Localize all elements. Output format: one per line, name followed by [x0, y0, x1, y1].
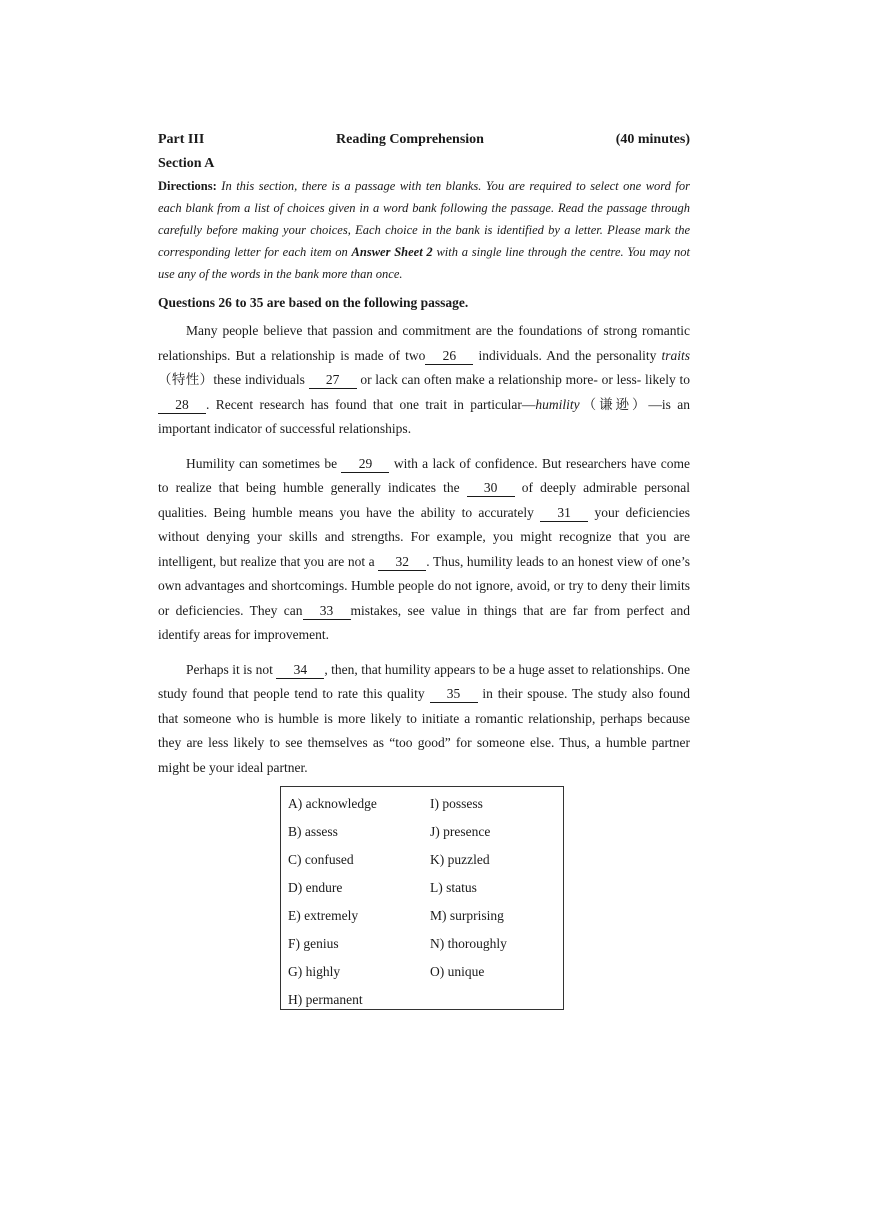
passage-paragraph-1: Many people believe that passion and commitment are the foundations of strong romantic relationships. But a relationship is made of two 26 individuals. And the personality traits（特性）these individuals 27 or lack can often make a relationship more- or less- likely to 28 . Recent research has found that one trait in particular—humility（谦逊）—is an important indicator of successful relationships.	[158, 323, 690, 436]
blank-26: 26	[425, 348, 473, 365]
blank-31: 31	[540, 505, 588, 522]
term-humility: humility	[535, 396, 580, 412]
blank-27: 27	[309, 372, 357, 389]
part-header	[158, 130, 690, 150]
word-bank-item	[430, 986, 560, 1014]
part-title: Reading Comprehension	[336, 132, 484, 147]
passage-paragraph-2: Humility can sometimes be 29 with a lack of confidence. But researchers have come to realize that being humble generally indicates the 30 of deeply admirable personal qualities. Being humble means you have the ability to accurately 31 your deficiencies without denying your skills and strengths. For example, you might recognize that you are intelligent, but realize that you are not a 32 . Thus, humility leads to an honest view of one’s own advantages and shortcomings. Humble people do not ignore, avoid, or try to deny their limits or deficiencies. They can 33 mistakes, see value in things that are far from perfect and identify areas for improvement.	[158, 455, 690, 642]
word-bank-item: N) thoroughly	[430, 936, 507, 951]
blank-35: 35	[430, 686, 478, 703]
word-bank-item: G) highly	[288, 964, 341, 979]
questions-title: Questions 26 to 35 are based on the following passage.	[158, 295, 469, 310]
time-limit: (40 minutes)	[615, 132, 690, 147]
blank-32: 32	[378, 554, 426, 571]
directions-text: In this section, there is a passage with ten blanks. You are required to select one word for each blank from a list of choices given in a word bank following the passage. Read the passage through carefully before making your choices, Each choice in the bank is identified by a letter. Please mark the corresponding letter for each item on	[158, 179, 691, 259]
blank-28: 28	[158, 397, 206, 414]
word-bank-item: A) acknowledge	[288, 796, 377, 811]
word-bank-item: B) assess	[288, 824, 338, 839]
directions	[158, 175, 690, 285]
word-bank-item: E) extremely	[288, 908, 359, 923]
directions-label: Directions:	[158, 179, 217, 193]
section-title: Section A	[158, 156, 215, 171]
word-bank-item: L) status	[430, 880, 477, 895]
blank-34: 34	[276, 662, 324, 679]
term-traits: traits	[661, 347, 690, 363]
blank-33: 33	[303, 603, 351, 620]
word-bank-item: I) possess	[430, 796, 483, 811]
directions-text-end: with a single line through the centre. You may not use any of the words in the bank more than once.	[158, 245, 690, 281]
word-bank-item: C) confused	[288, 852, 354, 867]
word-bank-item: O) unique	[430, 964, 485, 979]
word-bank-item: K) puzzled	[430, 852, 490, 867]
word-bank-item: F) genius	[288, 936, 339, 951]
part-label: Part III	[158, 132, 205, 147]
word-bank	[280, 786, 564, 1010]
exam-page	[158, 130, 690, 780]
word-bank-item: M) surprising	[430, 908, 504, 923]
word-bank-grid	[281, 787, 563, 1014]
blank-30: 30	[467, 480, 515, 497]
answer-sheet-ref: Answer Sheet 2	[351, 245, 433, 259]
word-bank-item: H) permanent	[288, 992, 363, 1007]
passage-paragraph-3: Perhaps it is not 34 , then, that humility appears to be a huge asset to relationships. One study found that people tend to rate this quality 35 in their spouse. The study also found that someone who is humble is more likely to initiate a romantic relationship, perhaps because they are less likely to see themselves as “too good” for someone else. Thus, a humble partner might be your ideal partner.	[158, 661, 691, 775]
blank-29: 29	[341, 456, 389, 473]
word-bank-item: D) endure	[288, 880, 343, 895]
word-bank-item: J) presence	[430, 824, 491, 839]
